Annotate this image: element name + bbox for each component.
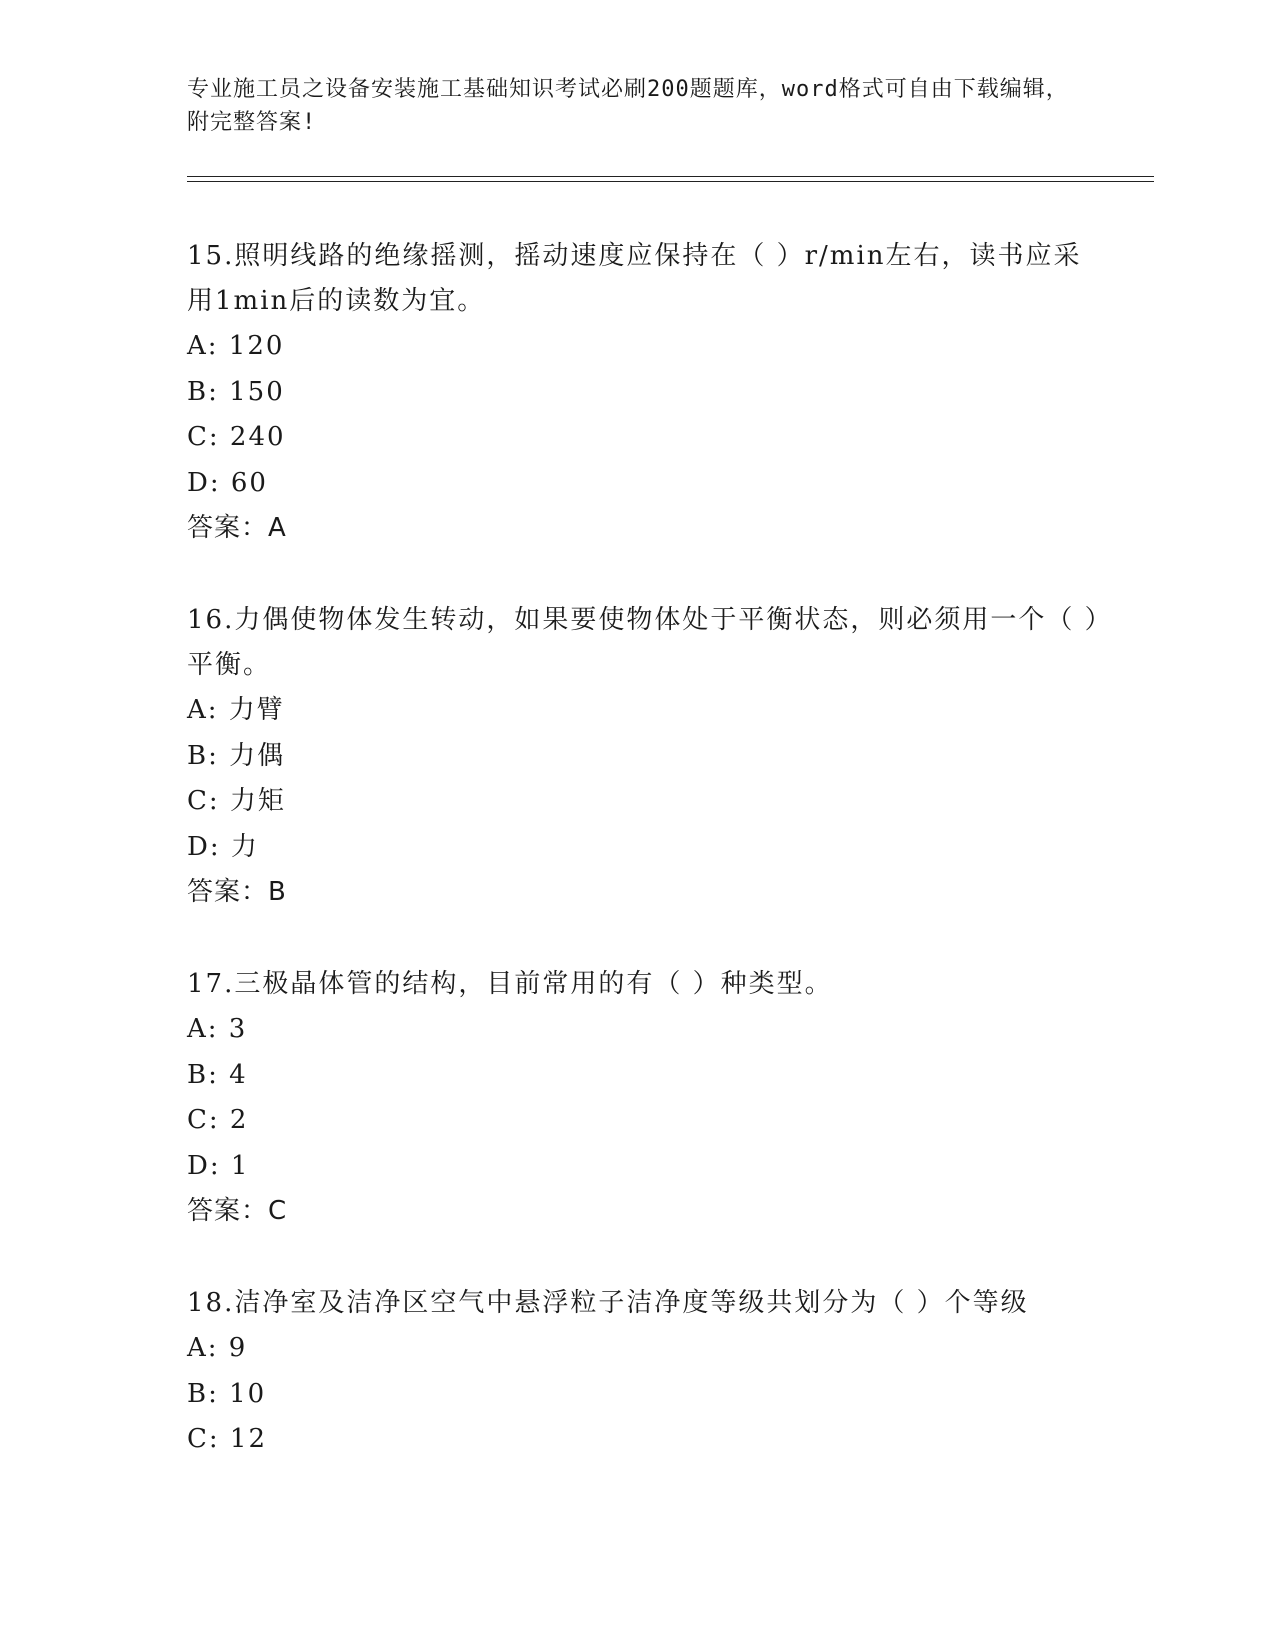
option-d: D: 力 [187, 831, 259, 862]
option-a: A: 力臂 [187, 695, 285, 725]
option-c: C: 2 [187, 1105, 249, 1135]
option-b: B: 10 [187, 1378, 267, 1409]
option-b: B: 150 [187, 376, 285, 407]
header-divider-bottom [187, 181, 1154, 182]
question-15 [187, 234, 1107, 551]
option-b: B: 力偶 [187, 740, 286, 771]
option-c: C: 力矩 [187, 786, 286, 816]
question-stem: 18.洁净室及洁净区空气中悬浮粒子洁净度等级共划分为（ ）个等级 [187, 1288, 1029, 1318]
answer-label: 答案：A [187, 513, 287, 543]
question-stem: 16.力偶使物体发生转动，如果要使物体处于平衡状态，则必须用一个（ ）平衡。 [187, 605, 1100, 680]
option-a: A: 120 [187, 331, 285, 361]
option-c: C: 12 [187, 1424, 268, 1454]
question-16 [187, 598, 1107, 915]
option-b: B: 4 [187, 1059, 248, 1090]
question-stem: 17.三极晶体管的结构，目前常用的有（ ）种类型。 [187, 969, 833, 999]
question-18 [187, 1281, 1107, 1463]
option-c: C: 240 [187, 422, 286, 452]
page-header: 专业施工员之设备安装施工基础知识考试必刷200题题库，word格式可自由下载编辑，附完整答案! [187, 77, 1069, 135]
answer-label: 答案：C [187, 1196, 288, 1226]
question-17 [187, 962, 1107, 1234]
question-list [187, 234, 1107, 1463]
option-a: A: 9 [187, 1333, 248, 1363]
option-d: D: 60 [187, 467, 268, 498]
answer-label: 答案：B [187, 877, 287, 907]
question-stem: 15.照明线路的绝缘摇测，摇动速度应保持在（ ）r/min左右，读书应采用1min后的读数为宜。 [187, 241, 1082, 316]
option-a: A: 3 [187, 1014, 248, 1044]
option-d: D: 1 [187, 1150, 250, 1181]
header-divider-top [187, 176, 1154, 177]
